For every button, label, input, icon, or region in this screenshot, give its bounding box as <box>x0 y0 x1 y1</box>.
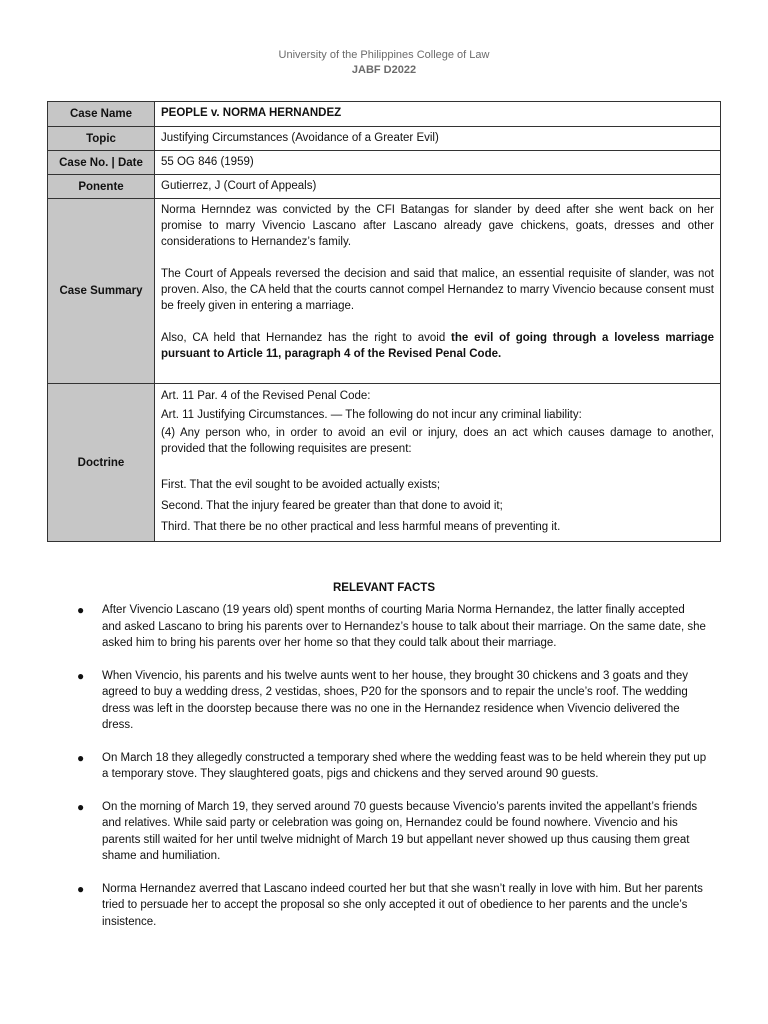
summary-paragraph-3 <box>161 330 714 362</box>
fact-text: On March 18 they allegedly constructed a temporary shed where the wedding feast was to be held wherein they put up a temporary stove. They slaughtered goats, pigs and chickens and they served around 90 guests. <box>102 751 707 780</box>
list-item <box>47 750 707 783</box>
fact-text: Norma Hernandez averred that Lascano indeed courted her but that she wasn’t really in love with him. But her parents tried to persuade her to accept the proposal so she only accepted it out of obedience to her parents and the uncle’s insistence. <box>102 882 703 928</box>
doctrine-value <box>155 384 721 542</box>
ponente-label: Ponente <box>48 175 155 199</box>
fact-text: When Vivencio, his parents and his twelve aunts went to her house, they brought 30 chickens and 3 goats and they agreed to buy a wedding dress, 2 vestidas, shoes, P20 for the sponsors and to repair the uncle’s roof. The wedding dress was left in the doorstep because there was no one in the Hernandez residence when Vivencio delivered the dress. <box>102 669 689 731</box>
page-header <box>0 48 768 78</box>
row-ponente <box>48 175 721 199</box>
summary-paragraph-1: Norma Hernndez was convicted by the CFI Batangas for slander by deed after she went back on her promise to marry Vivencio Lascano after Lascano already gave chickens, goats, dresses and other considerations to Hernandez’s family. <box>161 204 714 248</box>
header-code: JABF D2022 <box>351 64 417 76</box>
list-item <box>47 881 707 931</box>
ponente-value: Gutierrez, J (Court of Appeals) <box>155 175 721 199</box>
doctrine-line-1: Art. 11 Par. 4 of the Revised Penal Code: <box>161 390 371 402</box>
bullet-icon: ● <box>77 881 85 896</box>
fact-text: On the morning of March 19, they served around 70 guests because Vivencio’s parents invited the appellant’s friends and relatives. While said party or celebration was going on, Hernandez could be found nowhere. Vivencio and his parents still waited for her until twelve midnight of March 19 but appellant never showed up thus causing them great shame and humiliation. <box>102 800 698 862</box>
relevant-facts-heading: RELEVANT FACTS <box>332 582 435 594</box>
row-doctrine <box>48 384 721 542</box>
case-summary-value <box>155 199 721 384</box>
fact-text: After Vivencio Lascano (19 years old) spent months of courting Maria Norma Hernandez, the latter finally accepted and asked Lascano to bring his parents over to Hernandez’s house to talk about their marriage. On the same date, she asked him to bring his parents over her home so that they could talk about their marriage. <box>102 604 706 649</box>
summary-paragraph-2: The Court of Appeals reversed the decision and said that malice, an essential requisite of slander, was not proven. Also, the CA held that the courts cannot compel Hernandez to marry Vivencio because consent must be freely given in entering a marriage. <box>161 268 714 312</box>
bullet-icon: ● <box>77 799 85 814</box>
row-case-name <box>48 102 721 127</box>
case-no-label: Case No. | Date <box>48 151 155 175</box>
case-no-value: 55 OG 846 (1959) <box>155 151 721 175</box>
row-topic <box>48 127 721 151</box>
summary-p3-plain: Also, CA held that Hernandez has the right to avoid <box>161 332 452 344</box>
list-item <box>47 602 707 652</box>
doctrine-label: Doctrine <box>48 384 155 542</box>
relevant-facts-list <box>47 602 707 930</box>
case-digest-table <box>47 101 721 542</box>
row-case-summary <box>48 199 721 384</box>
summary-p3-bold: the evil of going through a loveless marriage pursuant to Article 11, paragraph 4 of the Revised Penal Code. <box>161 332 715 360</box>
doctrine-line-3: (4) Any person who, in order to avoid an evil or injury, does an act which causes damage to another, provided that the following requisites are present: <box>161 427 714 455</box>
topic-value: Justifying Circumstances (Avoidance of a Greater Evil) <box>155 127 721 151</box>
bullet-icon: ● <box>77 603 85 617</box>
header-institution: University of the Philippines College of Law <box>278 49 490 61</box>
list-item <box>47 799 707 865</box>
doctrine-line-2: Art. 11 Justifying Circumstances. — The following do not incur any criminal liability: <box>161 409 582 421</box>
case-name-value: PEOPLE v. NORMA HERNANDEZ <box>155 102 721 127</box>
case-summary-label: Case Summary <box>48 199 155 384</box>
list-item <box>47 668 707 734</box>
doctrine-second: Second. That the injury feared be greater than that done to avoid it; <box>161 500 503 512</box>
doctrine-first: First. That the evil sought to be avoided actually exists; <box>161 479 441 491</box>
doctrine-third: Third. That there be no other practical and less harmful means of preventing it. <box>161 521 561 533</box>
bullet-icon: ● <box>77 750 85 765</box>
row-case-no <box>48 151 721 175</box>
topic-label: Topic <box>48 127 155 151</box>
case-name-label: Case Name <box>48 102 155 127</box>
bullet-icon: ● <box>77 668 85 683</box>
